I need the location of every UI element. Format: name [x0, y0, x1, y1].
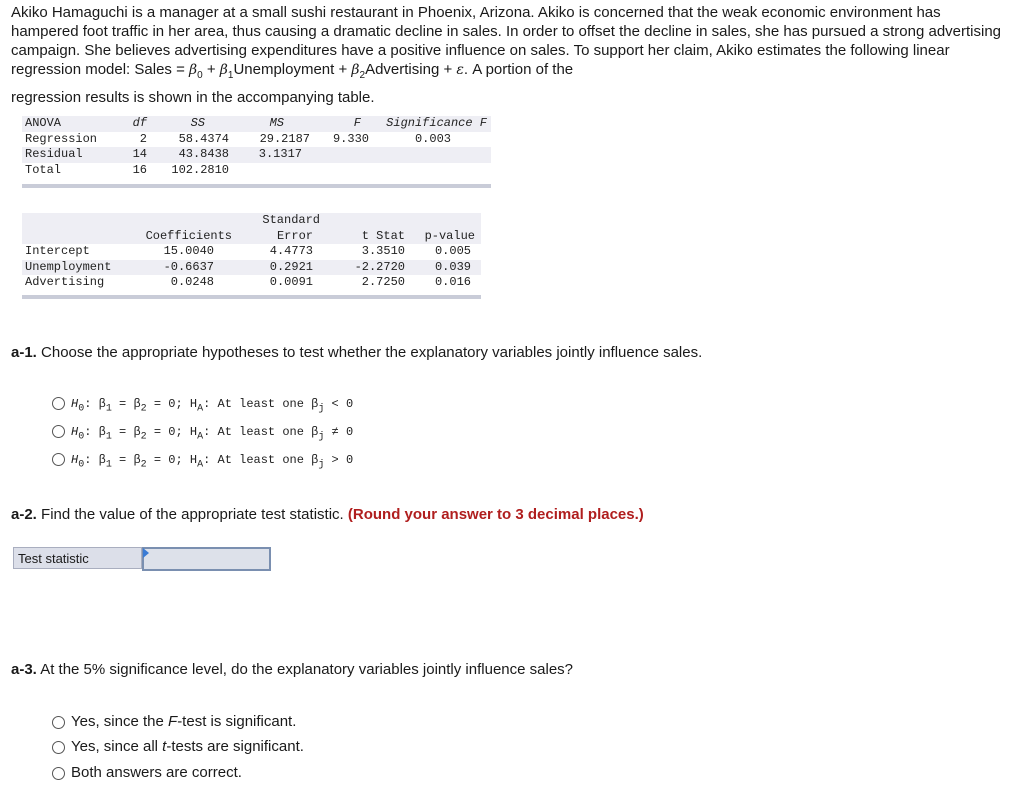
epsilon: ε — [456, 62, 464, 78]
radio-button[interactable] — [52, 397, 65, 410]
sub: 0 — [78, 403, 85, 415]
input-flag-icon — [143, 548, 149, 558]
rounding-note: (Round your answer to 3 decimal places.) — [347, 506, 644, 523]
question-a3 — [11, 661, 573, 678]
radio-button[interactable] — [52, 453, 65, 466]
h0: H — [71, 425, 79, 439]
option-text: Yes, since the — [71, 713, 169, 730]
anova-header-row — [22, 116, 491, 132]
coef-cell: Intercept — [25, 244, 90, 258]
problem-statement — [11, 3, 1011, 107]
a3-option-2[interactable] — [52, 738, 304, 755]
radio-button[interactable] — [52, 767, 65, 780]
coef-cell: Unemployment — [22, 260, 128, 276]
a3-option-1[interactable] — [52, 713, 296, 730]
coef-cell: 0.039 — [409, 260, 481, 276]
anova-cell: 16 — [132, 162, 147, 177]
text: : At least one β — [203, 425, 319, 439]
text: : β — [84, 453, 106, 467]
coef-cell: 0.0091 — [269, 275, 313, 289]
sub: j — [318, 459, 325, 471]
intro-paragraph — [11, 3, 1011, 85]
coef-header-row — [22, 229, 481, 245]
question-text: Choose the appropriate hypotheses to test whether the explanatory variables jointly influence sales. — [36, 344, 703, 361]
question-a1 — [11, 344, 702, 361]
coef-header: Coefficients — [128, 229, 232, 245]
sub: A — [197, 403, 204, 415]
coef-cell: 3.3510 — [361, 244, 405, 258]
sub: 2 — [140, 431, 147, 443]
radio-button[interactable] — [52, 741, 65, 754]
coef-cell: 15.0040 — [163, 244, 214, 258]
coef-header — [409, 213, 481, 229]
beta-1: β — [219, 62, 228, 78]
coef-header: t Stat — [327, 229, 409, 245]
h0: H — [71, 453, 79, 467]
coef-cell: -2.2720 — [327, 260, 409, 276]
anova-cell: 43.8438 — [147, 147, 229, 163]
coef-header: Error — [232, 229, 327, 245]
radio-button[interactable] — [52, 716, 65, 729]
var-unemployment: Unemployment + — [233, 61, 352, 78]
question-a2 — [11, 506, 644, 523]
beta-0: β — [189, 62, 198, 78]
text: ≠ 0 — [324, 425, 354, 439]
coef-cell: 0.0248 — [170, 275, 214, 289]
coef-row — [22, 260, 481, 276]
sub: 2 — [140, 459, 147, 471]
sub: 1 — [105, 459, 112, 471]
intro-last-line: regression results is shown in the accompanying table. — [11, 89, 375, 106]
text: = 0; H — [146, 453, 198, 467]
anova-cell: 102.2810 — [171, 162, 229, 177]
sub: 1 — [105, 431, 112, 443]
coef-header — [128, 213, 232, 229]
text: > 0 — [324, 453, 354, 467]
coef-cell: 2.7250 — [361, 275, 405, 289]
coef-row — [22, 275, 481, 291]
sub: A — [197, 459, 204, 471]
option-italic: t — [162, 738, 167, 755]
anova-cell — [369, 163, 491, 179]
a1-option-1[interactable] — [52, 397, 353, 414]
h0: H — [71, 397, 79, 411]
coef-cell: 0.2921 — [232, 260, 327, 276]
coef-row — [22, 244, 481, 260]
text: < 0 — [324, 397, 354, 411]
sub-0: 0 — [197, 70, 203, 81]
test-statistic-label: Test statistic — [13, 547, 142, 569]
option-text: Both answers are correct. — [71, 764, 242, 781]
anova-cell — [310, 163, 369, 179]
anova-cell — [229, 163, 310, 179]
question-text: Find the value of the appropriate test statistic. — [36, 506, 348, 523]
beta-2: β — [351, 62, 360, 78]
sub-2: 2 — [359, 70, 366, 81]
coef-header — [22, 213, 128, 229]
text: = 0; H — [146, 397, 198, 411]
anova-header: MS — [229, 116, 310, 132]
anova-header: ANOVA — [22, 116, 122, 132]
option-text: -tests are significant. — [166, 738, 304, 755]
plus: + — [202, 61, 220, 78]
coef-cell: Advertising — [25, 275, 105, 289]
text: : At least one β — [203, 397, 319, 411]
anova-header: F — [310, 116, 369, 132]
text: : At least one β — [203, 453, 319, 467]
text: = β — [111, 453, 141, 467]
question-number: a-3. — [11, 661, 37, 678]
anova-cell: 2 — [139, 131, 147, 146]
sub: 1 — [105, 403, 112, 415]
anova-cell: 29.2187 — [259, 131, 310, 146]
sub: A — [197, 431, 204, 443]
anova-cell: Total — [25, 162, 62, 177]
anova-cell — [310, 147, 369, 163]
anova-cell — [369, 147, 491, 163]
var-advertising: Advertising + — [365, 61, 457, 78]
anova-bottom-rule — [22, 178, 491, 186]
anova-cell: 9.330 — [332, 131, 369, 146]
question-text: At the 5% significance level, do the explanatory variables jointly influence sales? — [36, 661, 574, 678]
anova-cell: Regression — [25, 131, 98, 146]
anova-cell: 3.1317 — [229, 147, 310, 163]
coef-cell: 4.4773 — [269, 244, 313, 258]
intro-tail: . A portion of the — [463, 61, 574, 78]
coef-header — [22, 229, 128, 245]
sub: 2 — [140, 403, 147, 415]
anova-header: Significance F — [369, 116, 491, 132]
question-number: a-1. — [11, 344, 37, 361]
sub-1: 1 — [227, 70, 234, 81]
anova-row — [22, 147, 491, 163]
coef-header — [327, 213, 409, 229]
anova-header: SS — [147, 116, 229, 132]
sub: j — [318, 403, 325, 415]
coef-header: Standard — [232, 213, 327, 229]
anova-header: df — [122, 116, 147, 132]
coef-header: p-value — [409, 229, 481, 245]
option-text: Yes, since all — [71, 738, 163, 755]
anova-cell: Residual — [22, 147, 122, 163]
coef-header-row-top — [22, 213, 481, 229]
question-number: a-2. — [11, 506, 37, 523]
test-statistic-input[interactable] — [142, 547, 271, 571]
coef-cell: -0.6637 — [128, 260, 232, 276]
text: = 0; H — [146, 425, 198, 439]
coef-cell: 0.005 — [434, 244, 471, 258]
option-text: -test is significant. — [177, 713, 297, 730]
a3-option-3[interactable] — [52, 764, 242, 781]
sub: 0 — [78, 459, 85, 471]
text: = β — [111, 425, 141, 439]
text: : β — [84, 425, 106, 439]
radio-button[interactable] — [52, 425, 65, 438]
anova-cell: 14 — [122, 147, 147, 163]
sub: j — [318, 431, 325, 443]
a1-option-2[interactable] — [52, 425, 353, 442]
anova-cell: 0.003 — [414, 131, 451, 146]
coefficients-table — [22, 213, 481, 299]
intro-text: Akiko Hamaguchi is a manager at a small sushi restaurant in Phoenix, Arizona. Akiko is concerned that the weak economic environment has hampered foot traffic in her area, thus causing a dramatic decline in sales. In order to offset the decline in sales, she has pursued a strong advertising campaign. She believes advertising expenditures have a positive influence on sales. To support her claim, Akiko estimates the following linear regression model: Sales = — [11, 4, 1002, 78]
anova-cell: 58.4374 — [178, 131, 229, 146]
anova-table — [22, 116, 491, 188]
option-italic: F — [168, 713, 178, 730]
a1-option-3[interactable] — [52, 453, 353, 470]
anova-row — [22, 132, 491, 148]
coef-cell: 0.016 — [434, 275, 471, 289]
text: : β — [84, 397, 106, 411]
sub: 0 — [78, 431, 85, 443]
coef-bottom-rule — [22, 291, 481, 297]
anova-row — [22, 163, 491, 179]
text: = β — [111, 397, 141, 411]
